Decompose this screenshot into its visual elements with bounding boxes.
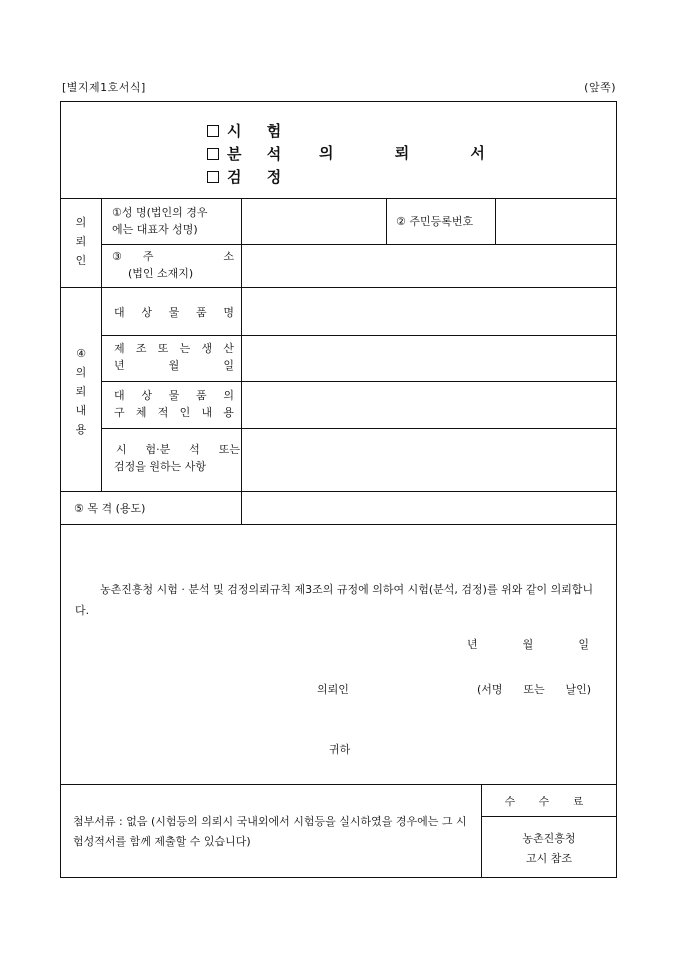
item3-c1: 대	[114, 389, 125, 402]
item1-c1: 대	[114, 306, 125, 319]
item2-day: 일	[223, 359, 234, 372]
address-char-2: 소	[223, 250, 234, 263]
test-checkbox[interactable]	[207, 125, 219, 137]
purpose-input[interactable]	[242, 492, 616, 524]
requester-group-label: 의 뢰 인	[75, 216, 87, 267]
title-option-inspection: 검 정	[227, 168, 292, 186]
item4-c4: 또는	[218, 443, 240, 456]
name-label-line1: ①성 명(법인의 경우	[112, 206, 208, 219]
item3-c5: 의	[223, 389, 234, 402]
item4-c1: 시	[116, 443, 127, 456]
name-input[interactable]	[242, 199, 386, 244]
item1-c4: 품	[195, 306, 207, 319]
manufacture-date-input[interactable]	[242, 336, 616, 381]
reg-no-input[interactable]	[496, 199, 616, 244]
purpose-label: ⑤ 목 격 (용도)	[74, 502, 146, 515]
address-label-line2: (법인 소재지)	[128, 267, 194, 280]
item2-c5: 생	[201, 342, 213, 355]
item2-year: 년	[114, 359, 125, 372]
inspection-checkbox[interactable]	[207, 171, 219, 183]
fee-note	[482, 829, 616, 869]
content-char-5: 용	[75, 423, 87, 436]
form-number: [별지제1호서식]	[62, 81, 146, 94]
item3-d1: 구	[114, 406, 125, 419]
request-detail-input[interactable]	[242, 429, 616, 491]
title-option-test: 시 험	[227, 122, 292, 140]
name-label-line2: 에는 대표자 성명)	[112, 223, 198, 236]
date-line	[467, 636, 589, 652]
sign-note-3: 날인)	[565, 683, 591, 696]
sign-note	[477, 681, 591, 697]
content-char-3: 뢰	[75, 385, 87, 398]
item2-c3: 또	[157, 342, 169, 355]
item3-d3: 적	[157, 406, 169, 419]
content-char-2: 의	[75, 366, 87, 379]
content-char-1: ④	[76, 347, 86, 360]
name-label	[112, 204, 240, 238]
address-label	[112, 248, 234, 282]
item-detail-label	[114, 387, 234, 421]
sign-note-2: 또는	[523, 683, 545, 696]
content-group-label	[61, 344, 101, 439]
item1-c3: 물	[168, 306, 180, 319]
item2-c2: 조	[135, 342, 147, 355]
item-detail-input[interactable]	[242, 382, 616, 428]
item4-c3: 석	[189, 443, 200, 456]
item3-d5: 내	[201, 406, 213, 419]
request-form	[60, 101, 617, 878]
item3-d4: 인	[179, 406, 191, 419]
item2-c4: 는	[179, 342, 191, 355]
item-name-input[interactable]	[242, 288, 616, 335]
item4-line2: 검정을 원하는 사항	[114, 460, 207, 473]
address-char-1: 주	[142, 250, 154, 263]
title-main: 의 뢰 서	[319, 144, 513, 162]
item4-c2: 험·분	[145, 443, 171, 456]
date-day: 일	[578, 638, 589, 651]
item2-c1: 제	[114, 342, 125, 355]
recipient: 귀하	[329, 743, 351, 756]
item3-c4: 품	[195, 389, 207, 402]
item1-c5: 명	[223, 306, 234, 319]
item3-c2: 상	[141, 389, 152, 402]
item3-d2: 체	[135, 406, 147, 419]
attachments-text: 첨부서류 : 없음 (시험등의 의뢰시 국내외에서 시험등을 실시하였을 경우에는 그 시험성적서를 함께 제출할 수 있습니다)	[73, 815, 467, 848]
declaration-section	[61, 525, 616, 784]
address-input[interactable]	[242, 245, 616, 287]
request-detail-label	[114, 441, 240, 475]
page-side-label: (앞쪽)	[584, 81, 616, 94]
sign-note-1: (서명	[477, 683, 503, 696]
content-char-4: 내	[75, 404, 87, 417]
fee-header: 수 수 료	[504, 795, 594, 808]
address-num: ③	[112, 250, 122, 263]
item3-c3: 물	[168, 389, 180, 402]
form-title	[207, 119, 513, 188]
item-name-label	[114, 304, 234, 321]
item2-c6: 산	[223, 342, 234, 355]
manufacture-date-label	[114, 340, 234, 374]
date-month: 월	[522, 638, 534, 651]
item1-c2: 상	[141, 306, 152, 319]
title-option-analysis: 분 석	[227, 145, 292, 163]
item2-month: 월	[168, 359, 180, 372]
analysis-checkbox[interactable]	[207, 148, 219, 160]
fee-note-line1: 농촌진흥청	[522, 832, 576, 845]
fee-note-line2: 고시 참조	[525, 852, 572, 865]
declaration-text: 농촌진흥청 시험 · 분석 및 검정의뢰규칙 제3조의 규정에 의하여 시험(분석, 검정)를 위와 같이 의뢰합니다.	[75, 583, 594, 617]
date-year: 년	[467, 638, 478, 651]
item3-d6: 용	[223, 406, 234, 419]
reg-no-label: ② 주민등록번호	[396, 215, 474, 228]
signer-label: 의뢰인	[317, 683, 349, 696]
